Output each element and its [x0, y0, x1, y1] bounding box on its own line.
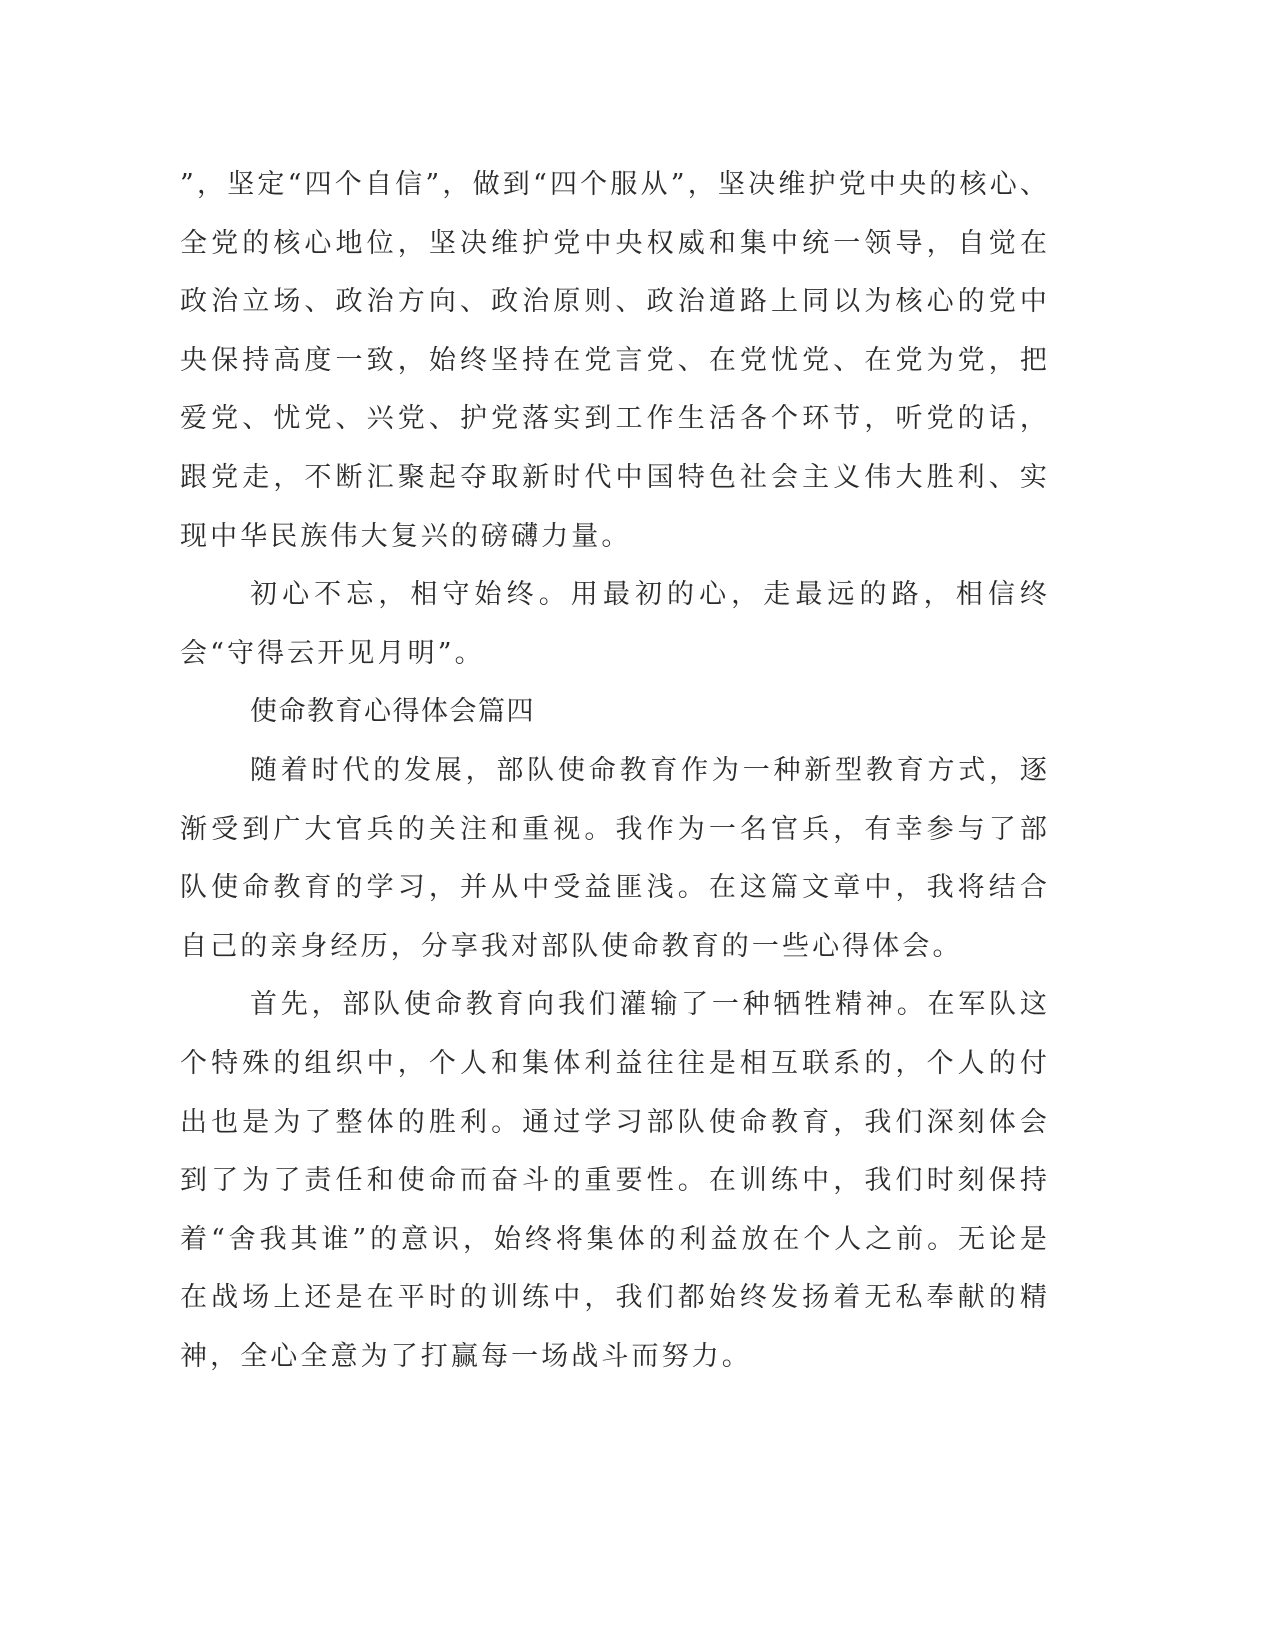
- section-heading: 使命教育心得体会篇四: [250, 696, 535, 728]
- paragraph-first-point: 首先，部队使命教育向我们灌输了一种牺牲精神。在军队这个特殊的组织中，个人和集体利益往往是相互联系的，个人的付出也是为了整体的胜利。通过学习部队使命教育，我们深刻体会到了为了责任和使命而奋斗的重要性。在训练中，我们时刻保持着“舍我其谁”的意识，始终将集体的利益放在个人之前。无论是在战场上还是在平时的训练中，我们都始终发扬着无私奉献的精神，全心全意为了打赢每一场战斗而努力。: [180, 989, 1050, 1372]
- body-text: [180, 156, 1050, 1386]
- paragraph-closing: 初心不忘，相守始终。用最初的心，走最远的路，相信终会“守得云开见月明”。: [180, 579, 1050, 669]
- paragraph-intro: 随着时代的发展，部队使命教育作为一种新型教育方式，逐渐受到广大官兵的关注和重视。我作为一名官兵，有幸参与了部队使命教育的学习，并从中受益匪浅。在这篇文章中，我将结合自己的亲身经历，分享我对部队使命教育的一些心得体会。: [180, 754, 1050, 962]
- paragraph-continuation: ”，坚定“四个自信”，做到“四个服从”，坚决维护党中央的核心、全党的核心地位，坚决维护党中央权威和集中统一领导，自觉在政治立场、政治方向、政治原则、政治道路上同以为核心的党中央保持高度一致，始终坚持在党言党、在党忧党、在党为党，把爱党、忧党、兴党、护党落实到工作生活各个环节，听党的话，跟党走，不断汇聚起夺取新时代中国特色社会主义伟大胜利、实现中华民族伟大复兴的磅礴力量。: [180, 169, 1050, 552]
